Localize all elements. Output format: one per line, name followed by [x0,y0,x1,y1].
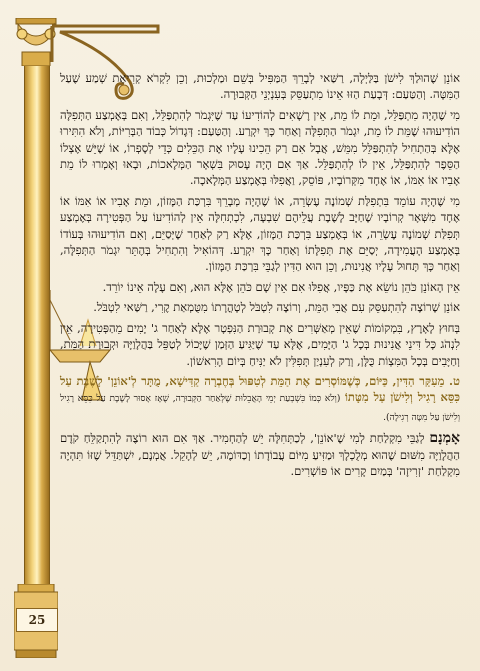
page-number: 25 [16,608,58,632]
paragraph-5: אוֹנֵן שֶׁרוֹצֶה לְהִתְעַסֵּק עִם אֲבִי הַמֵּת, וְרוֹצֶה לִטְבֹּל לְטָהֳרָתוֹ מִטֻּמְאַת קֶרִי, רַשַּׁאי לִטְבֹּל. [93,300,460,315]
main-text [60,70,460,483]
paragraph-4: אֵין הָאוֹנֵן כֹּהֵן נוֹשֵׂא אֶת כַּפָּיו, אֲפִלּוּ אִם אֵין שָׁם כֹּהֵן אֶלָּא הוּא, וְאִם עָלָה אֵינוֹ יוֹרֵד. [102,279,460,294]
paragraph-8 [60,430,460,479]
column-base [14,584,58,658]
paragraph-1: אוֹנֵן שֶׁהוּלַךְ לִישֹׁן בַּלַּיְלָה, רַשַּׁאי לְבָרֵךְ הַמַּפִּיל בְּשֵׁם וּמַלְכוּת, וְכֵן לִקְרֹא קְרִיאַת שְׁמַע שֶׁעַל הַמִּטָּה. וְהַטַּעַם: דְּבָעַת הַזּוּ אֵינוֹ מִתְעַסֵּק בְּעִנְיְנֵי הַקְּבוּרָה. [60,71,460,102]
paragraph-7 [60,373,460,426]
paragraph-2: מִי שֶׁהָיָה מִתְפַּלֵּל, וּמֵת לוֹ מֵת, אֵין רָשָׁאִים לְהוֹדִיעוֹ עַד שֶׁיִּגְמֹר לְהִתְפַּלֵּל, וְאִם בְּאֶמְצַע הַתְּפִלָּה הוֹדִיעוּהוּ שֶׁמֵּת לוֹ מֵת, יִגְמֹר הַתְּפִלָּה וְאַחַר כָּךְ יִקְרַע. וְהַטַּעַם: דְּגָדוֹל כְּבוֹד הַבְּרִיּוֹת, וְלֹא הִתִּירוּ אֶלָּא בְּהַתְחִיל לְהִתְפַּלֵּל מִמֵּשׁ, אֲבָל אִם רַק הֵכִינוּ עָלָיו אֶת הַכֵּלִים כְּדֵי לְסָפְרוֹ, אוֹ שֶׁיֵּשׁ אֶצְלוֹ הַסֵּפֶר לְהִתְפַּלֵּל, אֵין לוֹ לְהִתְפַּלֵּל. אַךְ אִם הָיָה עָסוּק בִּשְׁאָר הַמְּלָאכוֹת, וּבָאוּ וְאָמְרוּ לוֹ מֵת אָבִיו אוֹ אִמּוֹ, אוֹ אֶחָד מִקְּרוֹבָיו, פּוֹסֵק, וַאֲפִלּוּ בְּאֶמְצַע הַמְּלָאכָה. [60,107,460,188]
paragraph-6: בְּחוּץ לָאָרֶץ, בִּמְקוֹמוֹת שֶׁאֵין מְאַשְּׁרִים אֶת קְבוּרַת הַנִּפְטָר אֶלָּא לְאַחַר ג' יָמִים מֵהַפְּטִירָה, אֵין לִנְהֹג כָּל דִּינֵי אֲנִינוּת בְּכָל ג' הַיָּמִים, אֶלָּא עַד שֶׁיַּגִּיעַ הַזְּמַן שֶׁיָּכוֹל לְטַפֵּל בַּהֲלָוַיָּה וּקְבוּרַת הַמֵּת, וְחַיָּבִים בְּכָל הַמִּצְוֹת כֻּלָּן, וְרַק לְעִנְיַן תְּפִלִּין לֹא יַנִּיחַ בְּיוֹם הָרִאשׁוֹן. [60,320,460,368]
highlighted-ruling: ט. מֵעִקַּר הַדִּין, כַּיּוֹם, כְּשֶׁמּוֹסְרִים אֶת הַמֵּת לְטִפּוּל בְּחֶבְרָה קַדִּישָׁא, מֻתָּר לְ'אוֹנֵן' לָשֶׁבֶת עַל כִּסֵּא רָגִיל וְלִישֹׁן עַל מִטָּתוֹ [60,373,461,405]
paragraph-3: מִי שֶׁהָיָה עוֹמֵד בִּתְפִלַּת שְׁמוֹנֶה עֶשְׂרֵה, אוֹ שֶׁהָיָה מְבָרֵךְ בִּרְכַּת הַמָּזוֹן, וּמֵת אָבִיו אוֹ אִמּוֹ אוֹ אֶחָד מִשְּׁאָר קְרוֹבָיו שֶׁחַיָּב לָשֶׁבֶת עֲלֵיהֶם שִׁבְעָה, לִכְתְחִלָּה אֵין לְהוֹדִיעוֹ עַל הַפְּטִירָה בְּאֶמְצַע תְּפִלַּת שְׁמוֹנֶה עֶשְׂרֵה, אוֹ בְּאֶמְצַע בִּרְכַּת הַמָּזוֹן, אֶלָּא רַק לְאַחַר שֶׁיְּסַיֵּם, וְאִם הוֹדִיעוּהוּ בְּעוֹדוֹ בְּאֶמְצַע הָעֲמִידָה, יְסַיֵּם אֶת תְּפִלָּתוֹ וְאַחַר כָּךְ יִקְרַע. דְּהוֹאִיל וְהִתְחִיל בְּהֶתֵּר יִגְמֹר הַתְּפִלָּה, וְאַחַר כָּךְ תָּחוּל עָלָיו אֲנִינוּת, וְכֵן הוּא הַדִּין לְגַבֵּי בִּרְכַּת הַמָּזוֹן. [60,193,460,274]
parenthetical-note: (וְלֹא כְּמוֹ כִּשְׁבְעַת יְמֵי הָאֲבֵלוּת שֶׁלְּאַחַר הַקְּבוּרָה, שֶׁאָז אָסוּר לָשֶׁבֶת עַל כִּסֵּא רָגִיל וְלִישֹׁן עַל מִטָּה רְגִילָה). [60,394,460,423]
paragraph-lead-word: אָמְנָם [429,430,460,447]
paragraph-8-body: לְגַבֵּי מִקְלַחַת לְמִי שֶׁ'אוֹנֵן', לְכַתְּחִלָּה יֵשׁ לְהַחְמִיר. אַךְ אִם הוּא רוֹצֶה לְהִתְקַלֵּחַ קֹדֶם הַהֲלָוַיָּה מִשּׁוּם שֶׁהוּא מְלֻכְלָךְ וּמַזִּיעַ מִיּוֹם עֲבוֹדָתוֹ וְכַדּוֹמֶה, יֵשׁ לְהָקֵל. אֲמְנָם, יִשְׁתַּדֵּל שֶׁזּוֹ תִּהְיֶה מִקְלַחַת 'זְרִיזָה' בְּמַיִם קָרִים אוֹ פּוֹשְׁרִים. [60,431,460,478]
